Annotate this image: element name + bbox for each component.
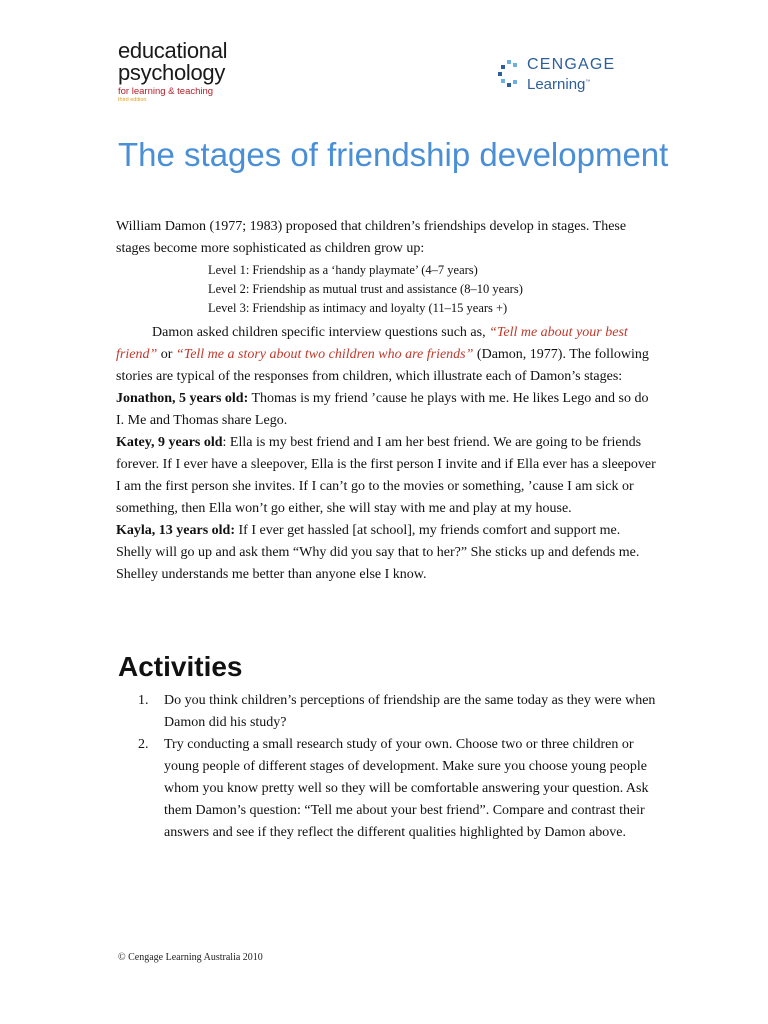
activities-list <box>138 690 658 844</box>
activity-number: 2. <box>138 737 149 752</box>
damon-lead: Damon asked children specific interview questions such as, <box>152 325 490 340</box>
story-jonathon <box>116 388 656 432</box>
publisher-sub: Learning <box>527 76 586 93</box>
copyright-footer: © Cengage Learning Australia 2010 <box>118 952 263 963</box>
story-text: : Ella is my best friend and I am her best friend. We are going to be friends forever. If I ever have a sleepover, Ella is the first person I invite and if Ella ever has a sleepover I am the first person she invites. If I can’t go to the movies or something, ’cause I am sick or something, then Ella won’t go either, she will stay with me and play at my house. <box>116 435 656 516</box>
book-logo <box>118 40 227 104</box>
main-body <box>116 216 656 586</box>
activity-text: Do you think children’s perceptions of friendship are the same today as they were when Damon did his study? <box>164 693 656 730</box>
cengage-mark-icon <box>497 60 523 88</box>
level-2: Level 2: Friendship as mutual trust and assistance (8–10 years) <box>208 282 523 296</box>
activities-heading: Activities <box>118 651 243 682</box>
damon-paragraph <box>116 322 656 388</box>
story-speaker: Jonathon, 5 years old: <box>116 391 249 406</box>
publisher-name: CENGAGE <box>527 56 616 73</box>
activity-item <box>138 690 658 734</box>
intro-paragraph: William Damon (1977; 1983) proposed that children’s friendships develop in stages. These stages become more sophisticated as children grow up: <box>116 219 627 256</box>
story-katey <box>116 432 656 520</box>
damon-or: or <box>157 347 176 362</box>
story-speaker: Katey, 9 years old <box>116 435 223 450</box>
brand-line-2: psychology <box>118 60 226 85</box>
brand-edition: third edition <box>118 97 147 103</box>
page-header <box>0 0 768 120</box>
story-kayla <box>116 520 656 586</box>
damon-tail: (Damon, 1977). The following stories are typical of the responses from children, which illustrate each of Damon’s stages: <box>116 347 649 384</box>
quote-story: “Tell me a story about two children who are friends” <box>175 347 474 362</box>
quote-best-friend: “Tell me about your best friend” <box>116 325 628 362</box>
story-text: Thomas is my friend ’cause he plays with me. He likes Lego and so do I. Me and Thomas share Lego. <box>116 391 649 428</box>
activity-item <box>138 734 658 844</box>
trademark: ™ <box>585 79 591 85</box>
level-1: Level 1: Friendship as a ‘handy playmate’ (4–7 years) <box>208 263 478 277</box>
story-text: If I ever get hassled [at school], my friends comfort and support me. Shelly will go up and ask them “Why did you say that to her?” She sticks up and defends me. Shelley understands me better than anyone else I know. <box>116 523 640 582</box>
brand-line-1: educational <box>118 38 228 63</box>
levels-list <box>208 262 656 316</box>
level-3: Level 3: Friendship as intimacy and loyalty (11–15 years +) <box>208 301 508 315</box>
story-speaker: Kayla, 13 years old: <box>116 523 235 538</box>
brand-tagline: for learning & teaching <box>118 86 214 97</box>
activity-number: 1. <box>138 693 149 708</box>
activity-text: Try conducting a small research study of your own. Choose two or three children or young people of different stages of development. Make sure you choose young people whom you know pretty well so they will be comfortable answering your question. Ask them Damon’s question: “Tell me about your best friend”. Compare and contrast their answers and see if they reflect the different qualities highlighted by Damon above. <box>164 737 649 840</box>
page-title: The stages of friendship development <box>118 136 669 173</box>
